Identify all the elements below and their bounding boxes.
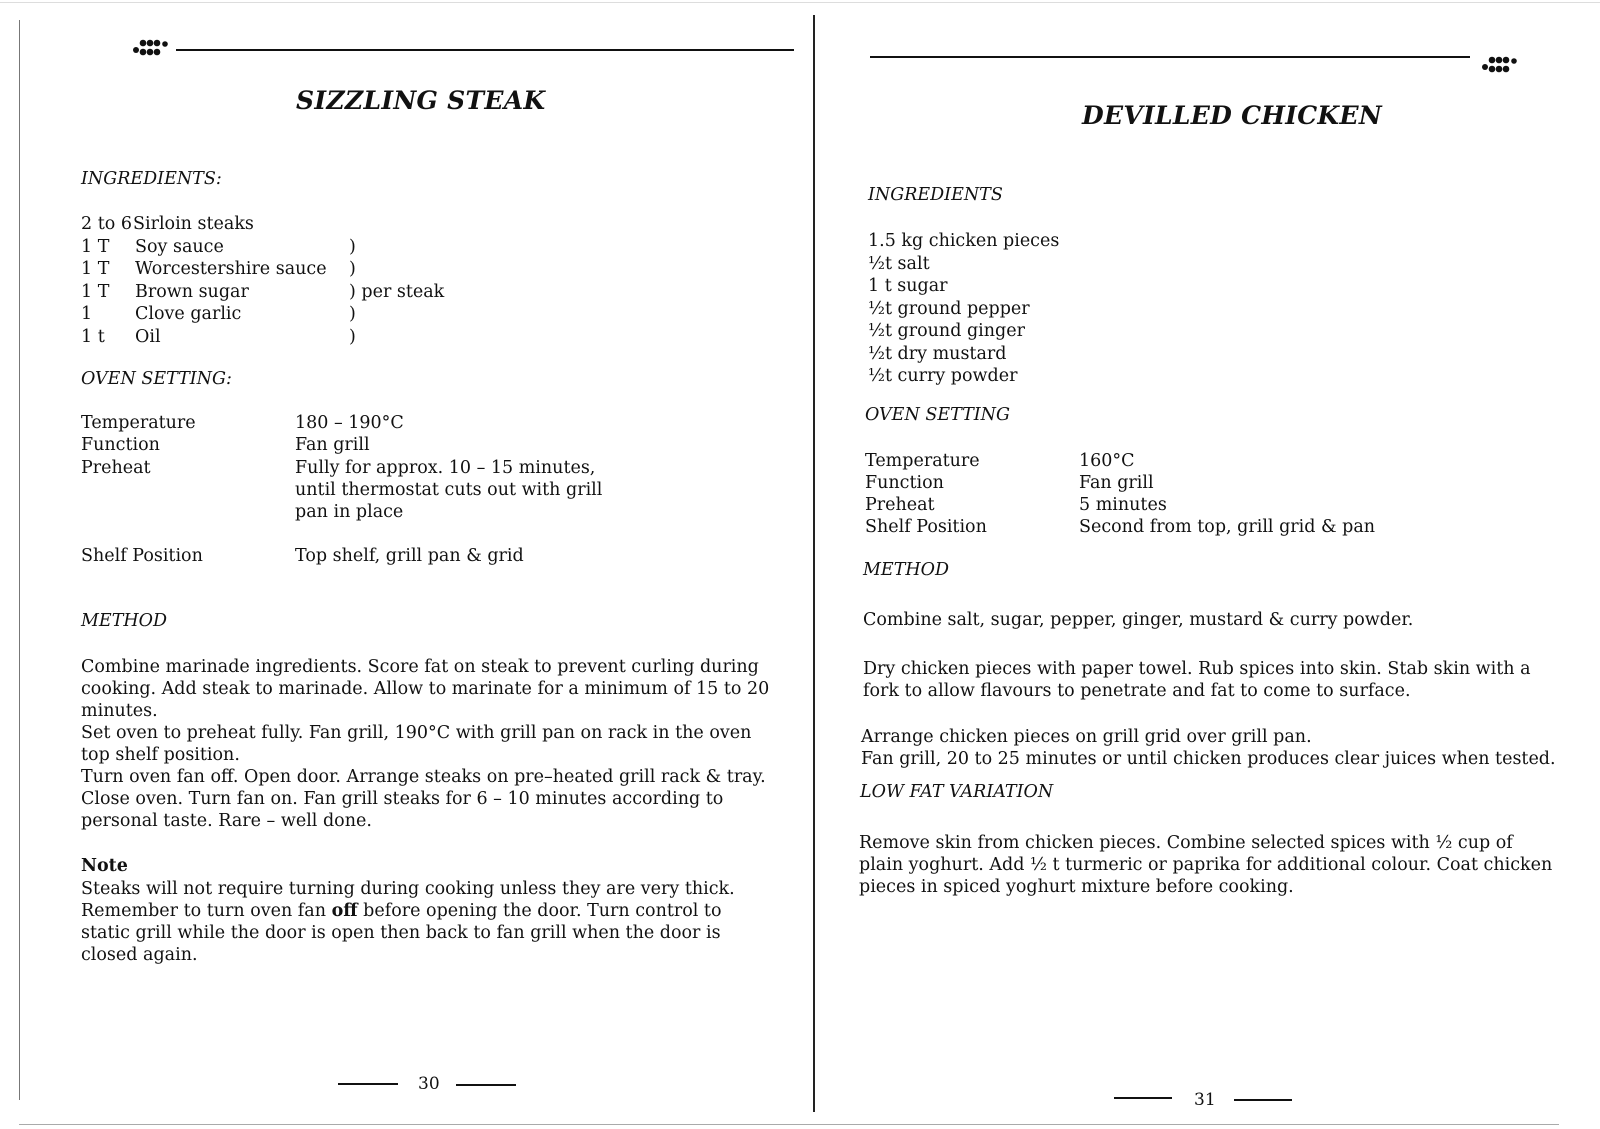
ingredient-bracket: ) per steak	[349, 281, 445, 302]
oven-setting-table	[865, 450, 1485, 542]
note-line-end: before opening the door. Turn control to	[357, 901, 722, 921]
note-line	[81, 900, 801, 922]
ingredient-row	[81, 258, 581, 280]
ingredient-item: Soy sauce	[135, 236, 224, 257]
ingredient-qty: 1 T	[81, 281, 110, 302]
method-line: Set oven to preheat fully. Fan grill, 190°C with grill pan on rack in the oven	[81, 723, 752, 743]
ingredient-item: Brown sugar	[135, 281, 249, 302]
ingredient-line: ½t salt	[868, 253, 930, 274]
low-fat-line: Remove skin from chicken pieces. Combine selected spices with ½ cup of	[859, 833, 1513, 853]
ingredient-row	[81, 213, 581, 235]
method-paragraph	[863, 658, 1593, 702]
method-line: minutes.	[81, 701, 158, 721]
ingredient-line: 1.5 kg chicken pieces	[868, 231, 1060, 251]
ingredient-item: Oil	[135, 326, 161, 347]
ingredients-heading: INGREDIENTS:	[81, 169, 222, 189]
oven-value: 5 minutes	[1079, 495, 1167, 515]
page-number-rule-right	[1234, 1099, 1292, 1101]
ingredient-bracket: )	[349, 236, 356, 257]
shelf-position-row	[81, 545, 641, 567]
dot-cluster-ornament-icon	[1481, 55, 1523, 75]
method-line: Turn oven fan off. Open door. Arrange steaks on pre–heated grill rack & tray.	[81, 767, 766, 787]
method-line: Combine marinade ingredients. Score fat on steak to prevent curling during	[81, 657, 759, 677]
oven-row	[81, 501, 641, 523]
oven-value: Fully for approx. 10 – 15 minutes,	[295, 457, 596, 478]
dot-cluster-ornament-icon	[132, 38, 174, 58]
low-fat-line: plain yoghurt. Add ½ t turmeric or paprika for additional colour. Coat chicken	[859, 855, 1553, 875]
oven-value: Fan grill	[295, 435, 370, 455]
oven-row	[865, 450, 1485, 472]
header-rule	[870, 56, 1470, 58]
recipe-title: DEVILLED CHICKEN	[1082, 101, 1382, 130]
book-spine	[813, 15, 815, 1112]
method-line: cooking. Add steak to marinade. Allow to marinate for a minimum of 15 to 20	[81, 679, 770, 699]
method-heading: METHOD	[863, 560, 950, 580]
oven-value: pan in place	[295, 502, 404, 522]
oven-setting-heading: OVEN SETTING	[865, 405, 1010, 425]
oven-row	[865, 516, 1485, 538]
oven-value: 180 – 190°C	[295, 413, 404, 433]
note-line: closed again.	[81, 945, 198, 965]
ingredients-list	[868, 230, 1368, 388]
oven-label: Temperature	[865, 451, 980, 471]
note-line: static grill while the door is open then back to fan grill when the door is	[81, 923, 721, 943]
ingredient-qty: 1	[81, 304, 93, 324]
oven-label: Shelf Position	[865, 517, 987, 537]
oven-row	[81, 457, 641, 479]
ingredient-line: ½t dry mustard	[868, 343, 1007, 364]
page-number: 31	[1194, 1090, 1216, 1110]
method-text	[81, 656, 801, 832]
page-number-rule-left	[338, 1083, 398, 1085]
ingredient-line: ½t ground ginger	[868, 321, 1025, 341]
ingredient-item: Worcestershire sauce	[135, 259, 327, 279]
ingredient-item: Clove garlic	[135, 304, 242, 324]
note-line: Steaks will not require turning during cooking unless they are very thick.	[81, 879, 735, 899]
ingredient-qty: 2 to 6	[81, 214, 132, 234]
method-line: personal taste. Rare – well done.	[81, 811, 372, 831]
recipe-title: SIZZLING STEAK	[296, 86, 546, 115]
ingredient-line: 1 t sugar	[868, 276, 948, 296]
note-line-start: Remember to turn oven fan	[81, 901, 332, 921]
ingredient-bracket: )	[349, 304, 356, 324]
oven-label: Function	[865, 473, 944, 493]
ingredient-bracket: )	[349, 259, 356, 279]
oven-label: Preheat	[81, 457, 151, 478]
ingredient-line: ½t curry powder	[868, 366, 1018, 386]
method-line: Close oven. Turn fan on. Fan grill steaks for 6 – 10 minutes according to	[81, 789, 724, 809]
method-line: fork to allow flavours to penetrate and fat to come to surface.	[863, 681, 1411, 701]
oven-value: Second from top, grill grid & pan	[1079, 517, 1376, 537]
oven-row	[81, 412, 641, 434]
ingredient-bracket: )	[349, 326, 356, 347]
page-number: 30	[418, 1074, 440, 1094]
method-paragraph: Combine salt, sugar, pepper, ginger, mustard & curry powder.	[863, 610, 1414, 630]
oven-row	[865, 472, 1485, 494]
shelf-value: Top shelf, grill pan & grid	[295, 546, 524, 566]
ingredient-row	[81, 303, 581, 325]
ingredient-row	[81, 326, 581, 348]
page-number-rule-left	[1114, 1097, 1172, 1099]
ingredient-qty: 1 T	[81, 236, 110, 257]
ingredient-line: ½t ground pepper	[868, 298, 1030, 319]
page-number-rule-right	[456, 1084, 516, 1086]
shelf-label: Shelf Position	[81, 546, 203, 566]
oven-label: Function	[81, 435, 160, 455]
ingredient-qty: 1 t	[81, 326, 105, 347]
oven-setting-table	[81, 412, 641, 532]
method-paragraph	[861, 726, 1600, 770]
oven-value: 160°C	[1079, 451, 1135, 471]
low-fat-heading: LOW FAT VARIATION	[860, 782, 1054, 802]
ingredient-row	[81, 236, 581, 258]
method-line: top shelf position.	[81, 745, 240, 765]
oven-value: Fan grill	[1079, 473, 1154, 493]
ingredient-qty: 1 T	[81, 259, 110, 279]
oven-setting-heading: OVEN SETTING:	[81, 369, 232, 389]
low-fat-line: pieces in spiced yoghurt mixture before cooking.	[859, 877, 1294, 897]
header-rule	[176, 49, 794, 51]
oven-row	[81, 479, 641, 501]
method-line: Arrange chicken pieces on grill grid over grill pan.	[861, 727, 1312, 747]
ingredient-item: Sirloin steaks	[133, 214, 254, 234]
oven-value: until thermostat cuts out with grill	[295, 480, 603, 500]
ingredients-heading: INGREDIENTS	[868, 185, 1003, 205]
oven-label: Temperature	[81, 413, 196, 433]
ingredients-list	[81, 213, 581, 353]
oven-label: Preheat	[865, 495, 935, 515]
oven-row	[865, 494, 1485, 516]
note-heading: Note	[81, 856, 128, 876]
oven-row	[81, 434, 641, 456]
note-emphasis: off	[331, 901, 358, 921]
low-fat-text	[859, 832, 1599, 898]
note-text	[81, 878, 801, 966]
method-line: Fan grill, 20 to 25 minutes or until chicken produces clear juices when tested.	[861, 749, 1556, 769]
method-heading: METHOD	[81, 611, 168, 631]
ingredient-row	[81, 281, 581, 303]
method-line: Dry chicken pieces with paper towel. Rub spices into skin. Stab skin with a	[863, 659, 1531, 679]
right-page	[818, 0, 1600, 1129]
